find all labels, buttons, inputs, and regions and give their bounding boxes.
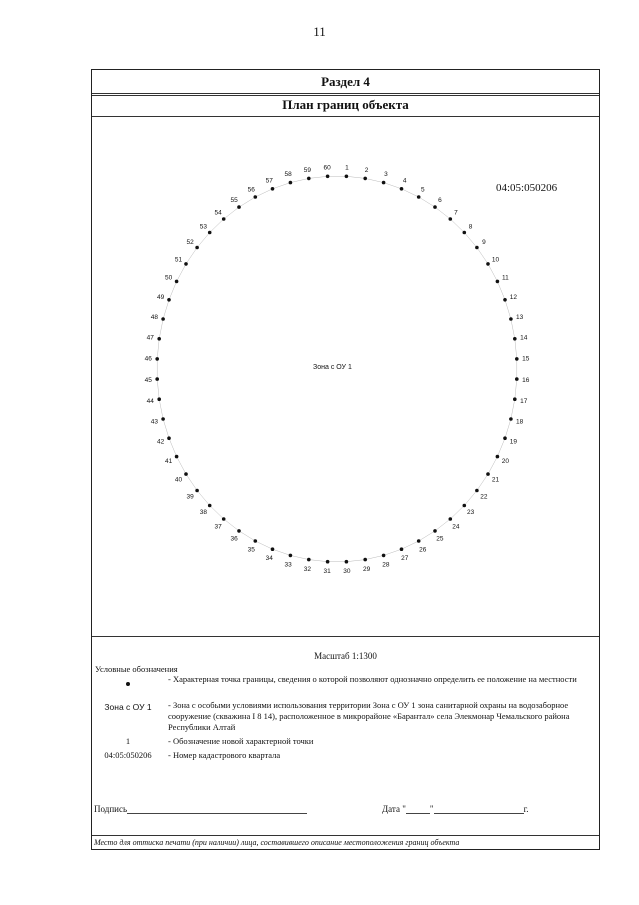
boundary-point — [509, 417, 513, 421]
boundary-point — [475, 246, 479, 250]
boundary-point — [513, 397, 517, 401]
legend-text-zone: - Зона с особыми условиями использования территории Зона с ОУ 1 зона санитарной охраны на водозаборное сооружение (скважина I 8 14), расположенное в микрорайоне «Барантал» села Элекмонар Чемальского района Республики Алтай — [168, 700, 570, 732]
boundary-point — [382, 181, 386, 185]
point-label: 5 — [420, 186, 425, 194]
legend-symbol-new-point: 1 — [125, 736, 131, 746]
signature-label: Подпись — [94, 804, 128, 814]
legend-text-cadastral: - Номер кадастрового квартала — [168, 750, 281, 760]
point-label: 17 — [520, 397, 528, 405]
point-label: 19 — [509, 438, 518, 446]
boundary-point — [289, 554, 293, 558]
divider — [92, 95, 599, 96]
boundary-point — [503, 298, 507, 302]
point-label: 28 — [382, 561, 390, 569]
page-number: 11 — [313, 24, 326, 39]
point-label: 4 — [402, 177, 407, 185]
point-label: 46 — [144, 355, 152, 363]
boundary-point — [463, 231, 467, 235]
boundary-point — [417, 195, 421, 199]
point-label: 53 — [199, 223, 208, 231]
legend-text-point: - Характерная точка границы, сведения о которой позволяют однозначно определить ее положение на местности — [168, 674, 577, 684]
legend-heading: Условные обозначения — [95, 664, 178, 674]
point-label: 52 — [186, 239, 194, 247]
boundary-point — [326, 175, 330, 179]
boundary-point — [486, 472, 490, 476]
legend-symbol-point — [92, 678, 164, 688]
boundary-point — [237, 529, 241, 533]
boundary-plan — [92, 118, 599, 638]
legend-text-new-point: - Обозначение новой характерной точки — [168, 736, 314, 746]
boundary-point — [345, 560, 349, 564]
point-label: 13 — [515, 314, 524, 321]
boundary-point — [157, 397, 161, 401]
point-label: 18 — [515, 418, 524, 426]
point-label: 31 — [323, 568, 331, 575]
boundary-point — [515, 377, 519, 381]
boundary-point — [486, 262, 490, 266]
boundary-point — [449, 217, 453, 221]
boundary-point — [155, 377, 159, 381]
point-label: 15 — [522, 355, 530, 363]
boundary-point — [208, 231, 212, 235]
point-label: 39 — [186, 493, 194, 501]
point-label: 48 — [150, 314, 159, 321]
divider — [92, 835, 599, 836]
point-label: 7 — [454, 209, 458, 217]
point-label: 58 — [284, 171, 292, 179]
point-label: 23 — [466, 509, 475, 517]
plan-title: План границ объекта — [282, 97, 409, 112]
point-label: 8 — [468, 223, 473, 231]
stamp-note: Место для оттиска печати (при наличии) лица, составившего описание местоположения границ объекта — [94, 838, 460, 847]
point-label: 29 — [362, 565, 371, 573]
boundary-point — [161, 317, 165, 321]
boundary-point — [363, 177, 367, 181]
boundary-point — [513, 337, 517, 341]
boundary-point — [254, 539, 258, 543]
point-label: 45 — [144, 376, 152, 384]
point-label: 25 — [436, 535, 444, 543]
cadastral-number-label: 04:05:050206 — [496, 182, 558, 194]
date-label: Дата — [382, 804, 400, 814]
divider — [92, 116, 599, 117]
point-label: 47 — [146, 334, 154, 342]
boundary-point — [503, 436, 507, 440]
point-label: 36 — [230, 535, 238, 543]
point-label: 3 — [384, 171, 388, 179]
point-label: 55 — [230, 196, 238, 204]
boundary-point — [175, 455, 179, 459]
point-label: 27 — [401, 554, 409, 562]
point-label: 1 — [345, 164, 349, 172]
scale-label: Масштаб 1:1300 — [314, 651, 377, 661]
point-label: 12 — [509, 293, 518, 301]
boundary-point-icon — [126, 682, 130, 686]
point-label: 35 — [247, 546, 255, 554]
boundary-point — [463, 504, 467, 508]
point-label: 33 — [284, 561, 292, 569]
legend-symbol-zone: Зона с ОУ 1 — [104, 702, 152, 712]
signature-field — [94, 804, 307, 814]
point-label: 10 — [491, 256, 500, 264]
boundary-point — [496, 455, 500, 459]
boundary-point — [417, 539, 421, 543]
boundary-point — [237, 205, 241, 209]
point-label: 44 — [146, 397, 154, 405]
boundary-point — [345, 175, 349, 179]
boundary-point — [222, 517, 226, 521]
point-label: 6 — [438, 196, 442, 204]
boundary-point — [307, 177, 311, 181]
boundary-point — [449, 517, 453, 521]
date-quote-open: " — [402, 804, 406, 814]
point-label: 51 — [174, 256, 183, 264]
document-frame — [91, 69, 600, 850]
boundary-point — [509, 317, 513, 321]
point-label: 9 — [482, 239, 486, 247]
boundary-point — [475, 489, 479, 493]
point-label: 41 — [164, 458, 173, 465]
boundary-point — [184, 262, 188, 266]
boundary-point — [175, 280, 179, 284]
point-label: 21 — [491, 476, 500, 484]
boundary-point — [515, 357, 519, 361]
point-label: 60 — [323, 164, 331, 172]
point-label: 57 — [265, 177, 273, 185]
point-label: 49 — [156, 293, 165, 301]
point-label: 22 — [480, 493, 488, 501]
boundary-point — [167, 436, 171, 440]
point-label: 14 — [520, 334, 528, 342]
point-label: 24 — [452, 523, 460, 531]
date-year-suffix: г. — [523, 804, 529, 814]
point-label: 30 — [343, 568, 351, 575]
signature-line — [127, 813, 307, 814]
boundary-point — [271, 547, 275, 551]
point-label: 38 — [199, 509, 208, 517]
boundary-point — [400, 547, 404, 551]
date-day-line — [406, 813, 430, 814]
boundary-point — [184, 472, 188, 476]
date-quote-close: " — [429, 804, 434, 814]
boundary-point — [496, 280, 500, 284]
point-label: 26 — [419, 546, 427, 554]
point-label: 50 — [164, 274, 173, 282]
boundary-point — [155, 357, 159, 361]
boundary-point — [307, 558, 311, 562]
boundary-point — [195, 489, 199, 493]
point-label: 43 — [150, 418, 159, 426]
boundary-point — [289, 181, 293, 185]
point-label: 56 — [247, 186, 255, 194]
boundary-point — [254, 195, 258, 199]
point-label: 11 — [502, 274, 509, 282]
boundary-point — [326, 560, 330, 564]
point-label: 40 — [174, 476, 183, 484]
boundary-point — [433, 529, 437, 533]
boundary-point — [271, 187, 275, 191]
boundary-point — [157, 337, 161, 341]
divider — [92, 93, 599, 94]
boundary-point — [208, 504, 212, 508]
boundary-point — [195, 246, 199, 250]
boundary-point — [167, 298, 171, 302]
legend-symbol-cadastral: 04:05:050206 — [104, 750, 152, 760]
boundary-point — [161, 417, 165, 421]
point-label: 37 — [214, 523, 222, 531]
point-label: 2 — [364, 166, 369, 174]
boundary-point — [363, 558, 367, 562]
point-label: 42 — [156, 438, 165, 446]
date-field — [382, 804, 529, 814]
point-label: 34 — [265, 554, 273, 562]
divider — [92, 636, 599, 637]
boundary-point — [433, 205, 437, 209]
zone-label: Зона с ОУ 1 — [313, 364, 352, 371]
point-label: 54 — [214, 209, 222, 217]
point-label: 16 — [522, 376, 530, 384]
boundary-point — [400, 187, 404, 191]
section-title: Раздел 4 — [321, 74, 370, 89]
boundary-point — [382, 554, 386, 558]
date-month-line — [434, 813, 524, 814]
boundary-point — [222, 217, 226, 221]
point-label: 20 — [501, 458, 510, 465]
point-label: 32 — [303, 565, 312, 573]
point-label: 59 — [303, 166, 312, 174]
